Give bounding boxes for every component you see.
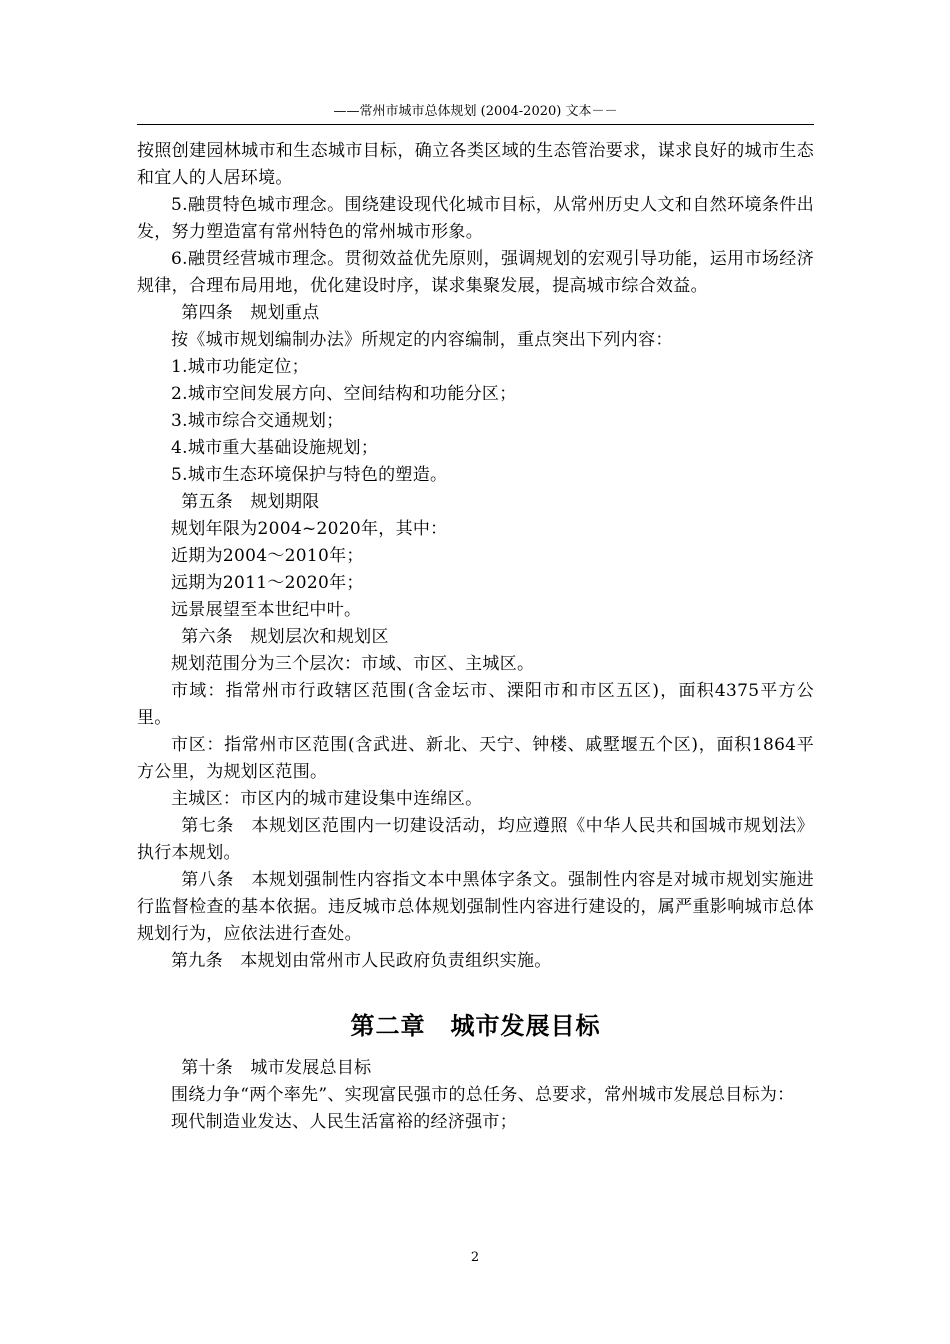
- article-paragraph: 第十条 城市发展总目标: [181, 1058, 372, 1078]
- body-paragraph: 规划范围分为三个层次：市域、市区、主城区。: [171, 654, 535, 674]
- article-paragraph: 第八条 本规划强制性内容指文本中黑体字条文。强制性内容是对城市规划实施进行监督检查的基本依据。违反城市总体规划强制性内容进行建设的，属严重影响城市总体规划行为，应依法进行查处。: [137, 870, 814, 944]
- paragraph-group-bottom: [137, 1055, 814, 1136]
- article-paragraph: 第五条 规划期限: [181, 492, 320, 512]
- body-paragraph: 5.融贯特色城市理念。围绕建设现代化城市目标，从常州历史人文和自然环境条件出发，努力塑造富有常州特色的常州城市形象。: [137, 195, 814, 242]
- body-paragraph: 5.城市生态环境保护与特色的塑造。: [171, 465, 448, 485]
- body-paragraph: 现代制造业发达、人民生活富裕的经济强市；: [171, 1112, 517, 1132]
- body-paragraph: 远景展望至本世纪中叶。: [171, 600, 362, 620]
- body-paragraph: 市区：指常州市区范围(含武进、新北、天宁、钟楼、戚墅堰五个区)，面积1864平方公里，为规划区范围。: [137, 735, 814, 782]
- body-paragraph: 第九条 本规划由常州市人民政府负责组织实施。: [171, 951, 552, 971]
- body-paragraph: 4.城市重大基础设施规划；: [171, 438, 379, 458]
- body-paragraph: 2.城市空间发展方向、空间结构和功能分区；: [171, 384, 517, 404]
- body-paragraph: 主城区：市区内的城市建设集中连绵区。: [171, 789, 483, 809]
- article-paragraph: 第七条 本规划区范围内一切建设活动，均应遵照《中华人民共和国城市规划法》执行本规划。: [137, 816, 814, 863]
- body-paragraph: 1.城市功能定位；: [171, 357, 309, 377]
- body-paragraph: 3.城市综合交通规划；: [171, 411, 344, 431]
- body-paragraph: 市域：指常州市行政辖区范围(含金坛市、溧阳市和市区五区)，面积4375平方公里。: [137, 681, 814, 728]
- body-paragraph: 围绕力争“两个率先”、实现富民强市的总任务、总要求，常州城市发展总目标为：: [171, 1085, 795, 1105]
- body-paragraph: 近期为2004～2010年；: [171, 546, 364, 566]
- body-paragraph: 规划年限为2004~2020年，其中：: [171, 519, 448, 539]
- running-header: ——常州市城市总体规划 (2004-2020) 文本－－: [333, 104, 618, 119]
- article-paragraph: 第四条 规划重点: [181, 303, 320, 323]
- paragraph-group-top: [137, 138, 814, 975]
- chapter-heading: 第二章 城市发展目标: [350, 1012, 601, 1040]
- body-paragraph: 远期为2011～2020年；: [171, 573, 364, 593]
- header-rule: [137, 124, 814, 125]
- document-body: [137, 138, 814, 1136]
- page-number: 2: [470, 1250, 480, 1265]
- body-paragraph: 按照创建园林城市和生态城市目标，确立各类区域的生态管治要求，谋求良好的城市生态和宜人的人居环境。: [137, 141, 814, 188]
- body-paragraph: 按《城市规划编制办法》所规定的内容编制，重点突出下列内容：: [171, 330, 673, 350]
- article-paragraph: 第六条 规划层次和规划区: [181, 627, 389, 647]
- body-paragraph: 6.融贯经营城市理念。贯彻效益优先原则，强调规划的宏观引导功能，运用市场经济规律，合理布局用地，优化建设时序，谋求集聚发展，提高城市综合效益。: [137, 249, 814, 296]
